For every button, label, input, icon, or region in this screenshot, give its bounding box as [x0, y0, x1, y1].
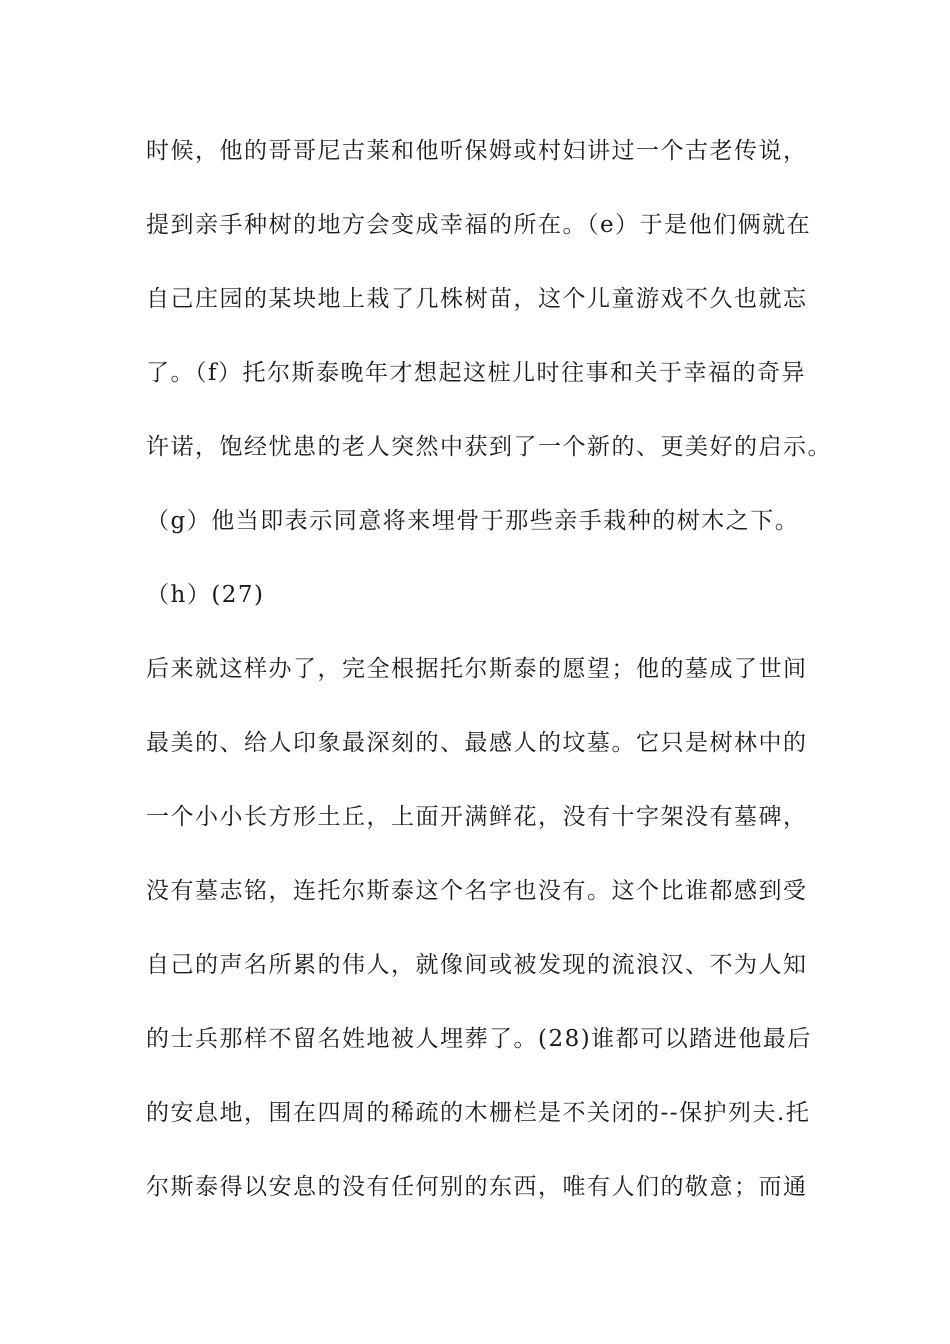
text-line: （h）(27) [146, 582, 265, 608]
text-line: 了。（f）托尔斯泰晚年才想起这桩儿时往事和关于幸福的奇异 [146, 360, 807, 386]
text-line: 的安息地，围在四周的稀疏的木栅栏是不关闭的--保护列夫.托 [146, 1100, 811, 1126]
text-line: 许诺，饱经忧患的老人突然中获到了一个新的、更美好的启示。 [146, 434, 832, 460]
text-line: （g）他当即表示同意将来埋骨于那些亲手栽种的树木之下。 [146, 508, 800, 534]
text-line: 提到亲手种树的地方会变成幸福的所在。（e）于是他们俩就在 [146, 212, 812, 238]
text-line: 没有墓志铭，连托尔斯泰这个名字也没有。这个比谁都感到受 [146, 878, 808, 904]
text-line: 自己的声名所累的伟人，就像间或被发现的流浪汉、不为人知 [146, 952, 808, 978]
text-line: 的士兵那样不留名姓地被人埋葬了。(28)谁都可以踏进他最后 [146, 1026, 812, 1052]
text-line: 后来就这样办了，完全根据托尔斯泰的愿望；他的墓成了世间 [146, 656, 808, 682]
text-line: 一个小小长方形土丘，上面开满鲜花，没有十字架没有墓碑， [146, 804, 808, 830]
text-line: 尔斯泰得以安息的没有任何别的东西，唯有人们的敬意；而通 [146, 1174, 808, 1200]
text-line: 自己庄园的某块地上栽了几株树苗，这个儿童游戏不久也就忘 [146, 286, 808, 312]
text-line: 时候，他的哥哥尼古莱和他听保姆或村妇讲过一个古老传说， [146, 138, 808, 164]
text-line: 最美的、给人印象最深刻的、最感人的坟墓。它只是树林中的 [146, 730, 808, 756]
